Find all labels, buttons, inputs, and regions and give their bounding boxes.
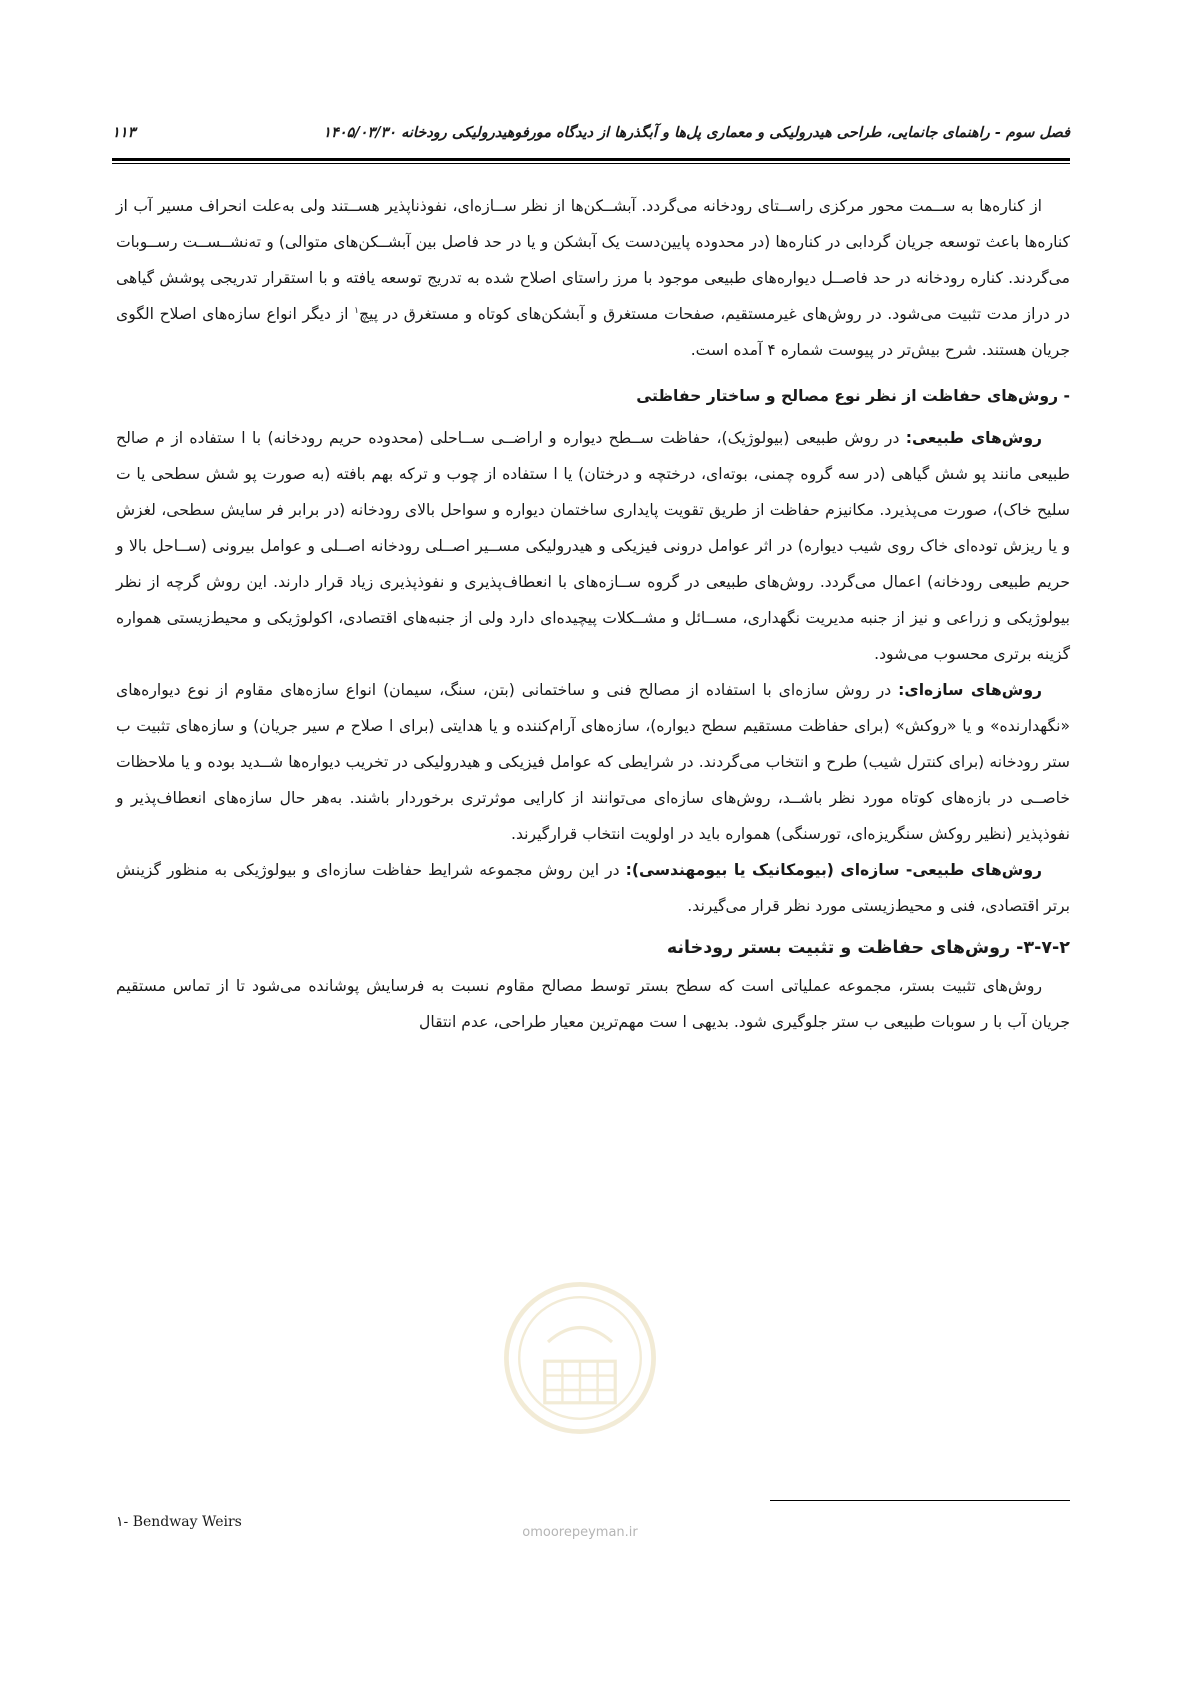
header-title: فصل سوم - راهنمای جانمایی، طراحی هیدرولیکی و معماری پل‌ها و آبگذرها از دیدگاه مورفوهیدرولیکی رودخانه ۱۴۰۵/۰۳/۳۰: [323, 124, 1070, 141]
paragraph-lead: روش‌های سازه‌ای:: [898, 681, 1042, 699]
paragraph-lead: روش‌های طبیعی:: [905, 429, 1042, 447]
header-rule-thick: [112, 158, 1070, 161]
watermark-text: omoorepeyman.ir: [522, 1525, 638, 1540]
footnote-rule: [770, 1500, 1070, 1501]
section-heading: ۳-۷-۲- روش‌های حفاظت و تثبیت بستر رودخانه: [666, 938, 1070, 958]
paragraph-lead: روش‌های طبیعی- سازه‌ای (بیومکانیک یا بیومهندسی):: [625, 861, 1042, 879]
page-number: ۱۱۳: [112, 124, 136, 141]
sub-heading: - روش‌های حفاظت از نظر نوع مصالح و ساختار حفاظتی: [636, 387, 1070, 405]
watermark-logo-icon: [500, 1278, 660, 1438]
footnote: ۱- Bendway Weirs: [116, 1514, 242, 1530]
paragraph-bed-stabilization: روش‌های تثبیت بستر، مجموعه عملیاتی است که سطح بستر توسط مصالح مقاوم نسبت به فرسایش پوشانده می‌شود تا از تماس مستقیم جریان آب با ر سوبات طبیعی ب ستر جلوگیری شود. بدیهی ا ست مهم‌ترین معیار طراحی، عدم انتقال: [116, 977, 1070, 1031]
paragraph-bioengineering-methods: روش‌های طبیعی- سازه‌ای (بیومکانیک یا بیومهندسی): در این روش مجموعه شرایط حفاظت سازه‌ای و بیولوژیکی به منظور گزینش برتر اقتصادی، فنی و محیط‌زیستی مورد نظر قرار می‌گیرند.: [116, 861, 1070, 915]
paragraph-natural-methods: روش‌های طبیعی: در روش طبیعی (بیولوژیک)، حفاظت ســطح دیواره و اراضــی ســاحلی (محدوده حریم رودخانه) با ا ستفاده از م صالح طبیعی مانند پو شش گیاهی (در سه گروه چمنی، بوته‌ای، درختچه و درختان) یا ا ستفاده از چوب و ترکه بهم بافته (به صورت پو شش سطحی یا ت سلیح خاک)، صورت می‌پذیرد. مکانیزم حفاظت از طریق تقویت پایداری ساختمان دیواره و سواحل بالای رودخانه (در برابر فر سایش سطحی، لغزش و یا ریزش توده‌ای خاک روی شیب دیواره) در اثر عوامل درونی فیزیکی و هیدرولیکی مســیر اصــلی رودخانه اصــلی و عوامل بیرونی (ســاحل بالا و حریم طبیعی رودخانه) اعمال می‌گردد. روش‌های طبیعی در گروه ســازه‌های با انعطاف‌پذیری و نفوذپذیری زیاد قرار دارند. این روش گرچه از نظر بیولوژیکی و زراعی و نیز از جنبه مدیریت نگهداری، مســائل و مشــکلات پیچیده‌ای دارد ولی از جنبه‌های اقتصادی، اکولوژیکی و محیط‌زیستی همواره گزینه برتری محسوب می‌شود.: [116, 429, 1070, 663]
paragraph-structural-methods: روش‌های سازه‌ای: در روش سازه‌ای با استفاده از مصالح فنی و ساختمانی (بتن، سنگ، سیمان) انواع سازه‌های مقاوم از نوع دیواره‌های «نگهدارنده» و یا «روکش» (برای حفاظت مستقیم سطح دیواره)، سازه‌های آرام‌کننده و یا هدایتی (برای ا صلاح م سیر جریان) و سازه‌های تثبیت ب ستر رودخانه (برای کنترل شیب) طرح و انتخاب می‌گردند. در شرایطی که عوامل فیزیکی و هیدرولیکی در تخریب دیواره‌ها شــدید بوده و یا ملاحظات خاصــی در بازه‌های کوتاه مورد نظر باشــد، روش‌های سازه‌ای می‌توانند از کارایی موثرتری برخوردار باشند. به‌هر حال سازه‌های انعطاف‌پذیر و نفوذپذیر (نظیر روکش سنگریزه‌ای، تورسنگی) همواره باید در اولویت انتخاب قرارگیرند.: [116, 681, 1070, 843]
paragraph-groynes: از کناره‌ها به ســمت محور مرکزی راســتای رودخانه می‌گردد. آبشــکن‌ها از نظر ســازه‌ای، نفوذناپذیر هســتند ولی به‌علت انحراف مسیر آب از کناره‌ها باعث توسعه جریان گردابی در کناره‌ها (در محدوده پایین‌دست یک آبشکن و یا در حد فاصل بین آبشــکن‌های متوالی) و تەنشــســت رســوبات می‌گردند. کناره رودخانه در حد فاصــل دیواره‌های طبیعی موجود با مرز راستای اصلاح شده به تدریج توسعه یافته و با استقرار تدریجی پوشش گیاهی در دراز مدت تثبیت می‌شود. در روش‌های غیرمستقیم، صفحات مستغرق و آبشکن‌های کوتاه و مستغرق در پیچ$^۱$ از دیگر انواع سازه‌های اصلاح الگوی جریان هستند. شرح بیش‌تر در پیوست شماره ۴ آمده است.: [116, 197, 1070, 359]
body-text: [116, 188, 1070, 1040]
header-rule-thin: [112, 163, 1070, 164]
footnote-reference[interactable]: ۱: [354, 305, 359, 316]
